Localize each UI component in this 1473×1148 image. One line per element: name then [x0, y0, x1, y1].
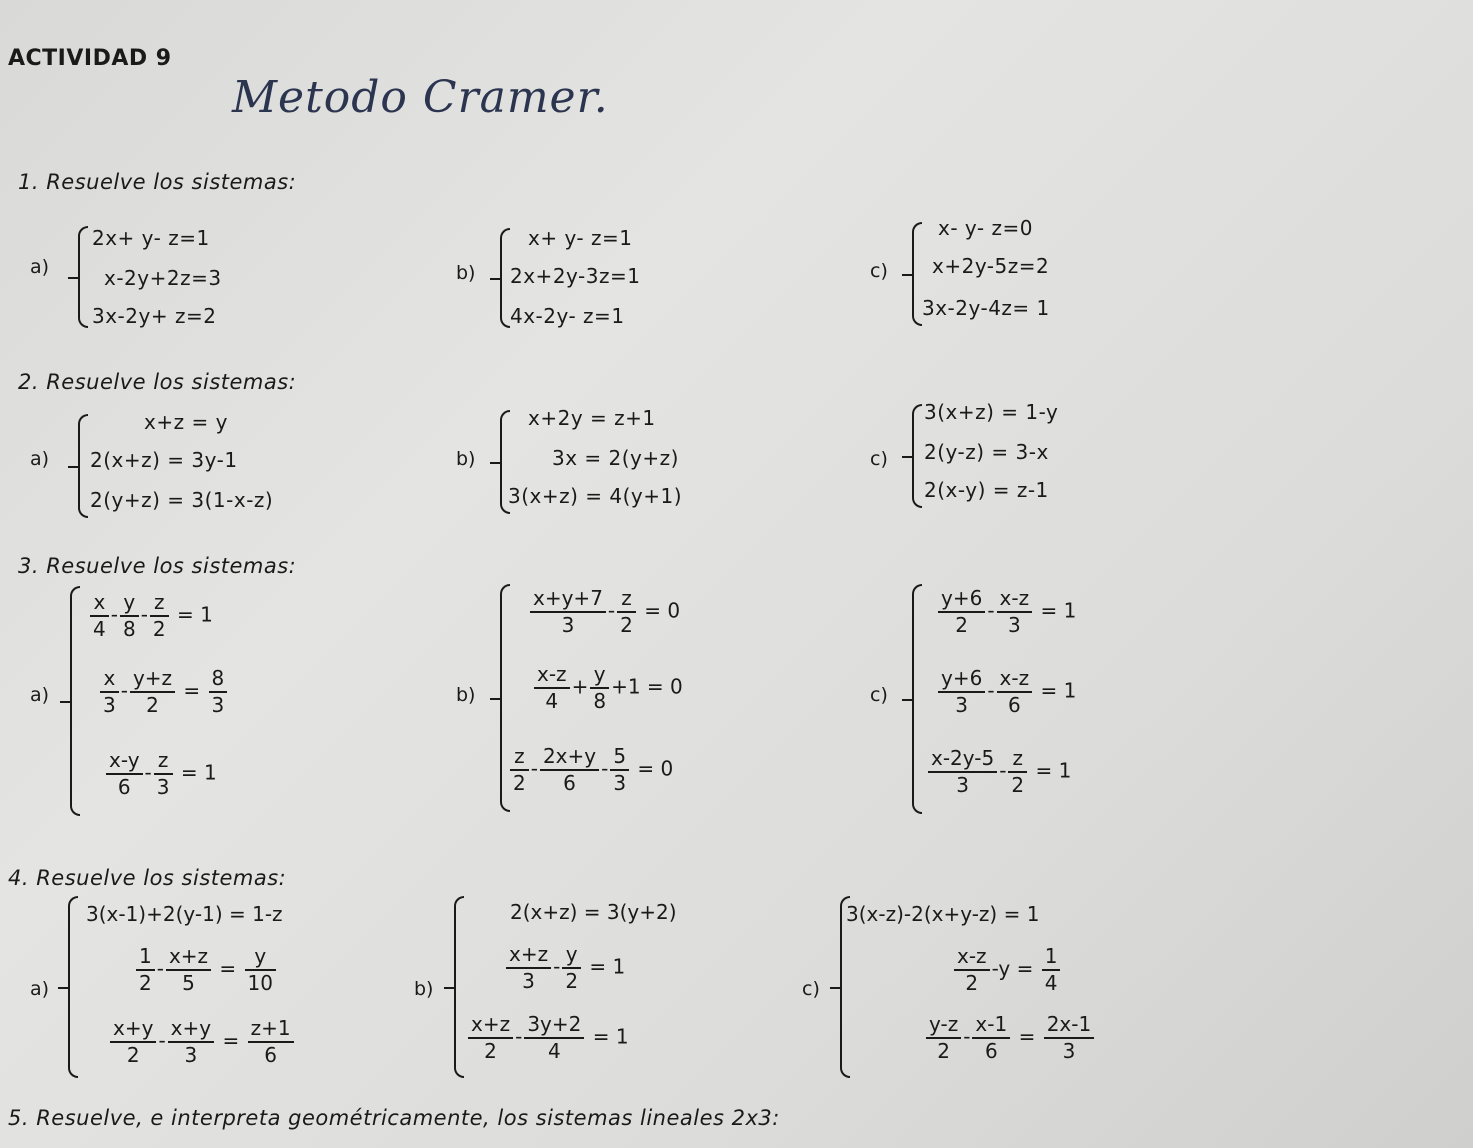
q1c-label: c)	[870, 260, 888, 282]
q4a-eq1: 3(x-1)+2(y-1) = 1-z	[86, 902, 283, 926]
q2c-brace	[912, 404, 922, 508]
q1b-eq3: 4x-2y- z=1	[510, 304, 625, 328]
q4b-eq2: $\frac{x+z}{3}$ - $\frac{y}{2}$ = 1	[504, 942, 625, 994]
q1c-eq3: 3x-2y-4z= 1	[922, 296, 1050, 320]
q4b-brace	[454, 896, 464, 1078]
q3c-eq3: $\frac{x-2y-5}{3}$ - $\frac{z}{2}$ = 1	[926, 746, 1071, 798]
q3b-label: b)	[456, 684, 476, 706]
q2-title: 2. Resuelve los sistemas:	[18, 370, 297, 394]
q2c-label: c)	[870, 448, 888, 470]
q2a-eq1: x+z = y	[144, 410, 228, 434]
q3a-brace	[70, 586, 80, 816]
q1c-eq1: x- y- z=0	[938, 216, 1033, 240]
q3b-eq3: $\frac{z}{2}$ - $\frac{2x+y}{6}$ - $\frac{5}{3}$ = 0	[508, 744, 673, 796]
q3a-label: a)	[30, 684, 50, 706]
q3a-eq3: $\frac{x-y}{6}$ - $\frac{z}{3}$ = 1	[104, 748, 217, 800]
q2a-eq2: 2(x+z) = 3y-1	[90, 448, 238, 472]
q1a-eq1: 2x+ y- z=1	[92, 226, 210, 250]
q4a-brace	[68, 896, 78, 1078]
q4b-eq3: $\frac{x+z}{2}$ - $\frac{3y+2}{4}$ = 1	[466, 1012, 629, 1064]
q3a-eq1: $\frac{x}{4}$ - $\frac{y}{8}$ - $\frac{z}{2}$ = 1	[88, 590, 213, 642]
q1b-eq2: 2x+2y-3z=1	[510, 264, 641, 288]
q3c-eq1: $\frac{y+6}{2}$ - $\frac{x-z}{3}$ = 1	[936, 586, 1076, 638]
q4a-eq3: $\frac{x+y}{2}$ - $\frac{x+y}{3}$ = $\frac{z+1}{6}$	[108, 1016, 296, 1068]
q4a-eq2: $\frac{1}{2}$ - $\frac{x+z}{5}$ = $\frac{y}{10}$	[134, 944, 278, 996]
q3c-eq2: $\frac{y+6}{3}$ - $\frac{x-z}{6}$ = 1	[936, 666, 1076, 718]
q1c-brace	[912, 222, 922, 326]
q4b-eq1: 2(x+z) = 3(y+2)	[510, 900, 677, 924]
q4c-eq2: $\frac{x-z}{2}$ -y = $\frac{1}{4}$	[952, 944, 1062, 996]
q2a-brace	[78, 414, 88, 518]
q2b-eq2: 3x = 2(y+z)	[552, 446, 679, 470]
q4c-eq3: $\frac{y-z}{2}$ - $\frac{x-1}{6}$ = $\frac{2x-1}{3}$	[924, 1012, 1096, 1064]
q2a-label: a)	[30, 448, 50, 470]
q2c-eq2: 2(y-z) = 3-x	[924, 440, 1049, 464]
q2b-label: b)	[456, 448, 476, 470]
q1c-eq2: x+2y-5z=2	[932, 254, 1050, 278]
q4-title: 4. Resuelve los sistemas:	[8, 866, 287, 890]
q4a-label: a)	[30, 978, 50, 1000]
q1a-label: a)	[30, 256, 50, 278]
q3-title: 3. Resuelve los sistemas:	[18, 554, 297, 578]
q1b-label: b)	[456, 262, 476, 284]
q1a-eq3: 3x-2y+ z=2	[92, 304, 217, 328]
q2c-eq3: 2(x-y) = z-1	[924, 478, 1049, 502]
q1b-eq1: x+ y- z=1	[528, 226, 633, 250]
q5-title: 5. Resuelve, e interpreta geométricamente, los sistemas lineales 2x3:	[8, 1106, 780, 1130]
handwritten-title: Metodo Cramer.	[232, 72, 609, 123]
q4c-eq1: 3(x-z)-2(x+y-z) = 1	[846, 902, 1040, 926]
q1-title: 1. Resuelve los sistemas:	[18, 170, 297, 194]
q2a-eq3: 2(y+z) = 3(1-x-z)	[90, 488, 274, 512]
q3c-brace	[912, 584, 922, 814]
activity-title: ACTIVIDAD 9	[8, 46, 172, 71]
q2b-eq1: x+2y = z+1	[528, 406, 656, 430]
q4c-label: c)	[802, 978, 820, 1000]
q3a-eq2: $\frac{x}{3}$ - $\frac{y+z}{2}$ = $\frac{8}{3}$	[98, 666, 229, 718]
q2c-eq1: 3(x+z) = 1-y	[924, 400, 1059, 424]
q1b-brace	[500, 228, 510, 328]
q3c-label: c)	[870, 684, 888, 706]
q2b-eq3: 3(x+z) = 4(y+1)	[508, 484, 683, 508]
q3b-eq1: $\frac{x+y+7}{3}$ - $\frac{z}{2}$ = 0	[528, 586, 680, 638]
q4b-label: b)	[414, 978, 434, 1000]
q1a-eq2: x-2y+2z=3	[104, 266, 222, 290]
q1a-brace	[78, 226, 88, 328]
q3b-eq2: $\frac{x-z}{4}$ + $\frac{y}{8}$ +1 = 0	[532, 662, 683, 714]
